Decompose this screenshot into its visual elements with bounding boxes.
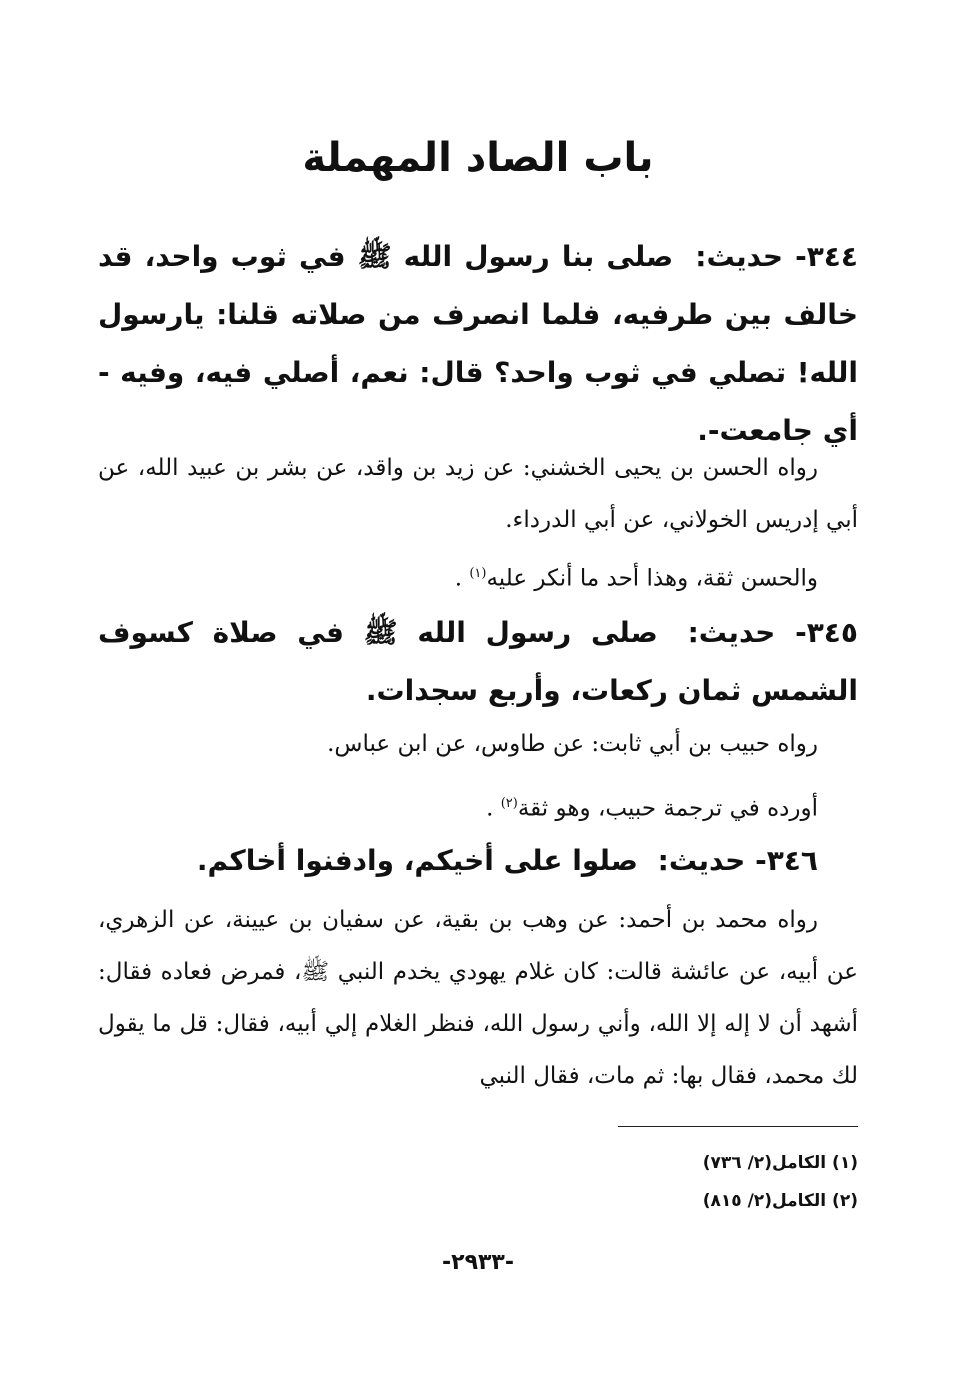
period: . xyxy=(454,565,470,592)
narration-345-grading xyxy=(98,778,858,835)
hadith-345 xyxy=(98,604,858,720)
hadith-number: ٣٤٤- حديث: xyxy=(695,240,858,273)
page-number: -٢٩٣٣- xyxy=(442,1250,514,1275)
hadith-text: صلوا على أخيكم، وادفنوا أخاكم. xyxy=(196,844,638,877)
hadith-text: صلى رسول الله ﷺ في صلاة كسوف الشمس ثمان ركعات، وأربع سجدات. xyxy=(98,616,858,707)
narration-text: رواه محمد بن أحمد: عن وهب بن بقية، عن سفيان بن عيينة، عن الزهري، عن أبيه، عن عائشة قالت: كان غلام يهودي يخدم النبي ﷺ، فمرض فعاده فقال: أشهد أن لا إله إلا الله، وأني رسول الله، فنظر الغلام إلي أبيه، فقال: قل ما يقول لك محمد، فقال بها: ثم مات، فقال النبي xyxy=(98,907,858,1089)
hadith-number: ٣٤٦- حديث: xyxy=(657,844,818,877)
hadith-text: صلى بنا رسول الله ﷺ في ثوب واحد، قد خالف بين طرفيه، فلما انصرف من صلاته قلنا: يارسول الله! تصلي في ثوب واحد؟ قال: نعم، أصلي فيه، وفيه - أي جامعت-. xyxy=(98,240,858,447)
narration-345-chain xyxy=(98,718,858,770)
hadith-number: ٣٤٥- حديث: xyxy=(687,616,858,649)
chapter-title: باب الصاد المهملة xyxy=(302,135,654,181)
hadith-344 xyxy=(98,228,858,460)
footnote-ref: (١) xyxy=(469,566,487,581)
narration-text: رواه حبيب بن أبي ثابت: عن طاوس، عن ابن عباس. xyxy=(327,731,818,757)
narration-344-grading xyxy=(98,548,858,605)
narration-344-chain xyxy=(98,442,858,546)
narration-346-chain xyxy=(98,894,858,1102)
narration-text: رواه الحسن بن يحيى الخشني: عن زيد بن واقد، عن بشر بن عبيد الله، عن أبي إدريس الخولاني، عن أبي الدرداء. xyxy=(98,455,858,533)
hadith-346 xyxy=(98,832,858,890)
period: . xyxy=(486,795,501,822)
narration-text: أورده في ترجمة حبيب، وهو ثقة xyxy=(517,795,818,822)
footnote-ref: (٢) xyxy=(500,796,518,811)
footnote-1: (١) الكامل(٢/ ٧٣٦) xyxy=(702,1153,858,1173)
footnote-2: (٢) الكامل(٢/ ٨١٥) xyxy=(702,1191,858,1211)
narration-text: والحسن ثقة، وهذا أحد ما أنكر عليه xyxy=(486,565,818,592)
footnote-divider xyxy=(618,1126,858,1127)
